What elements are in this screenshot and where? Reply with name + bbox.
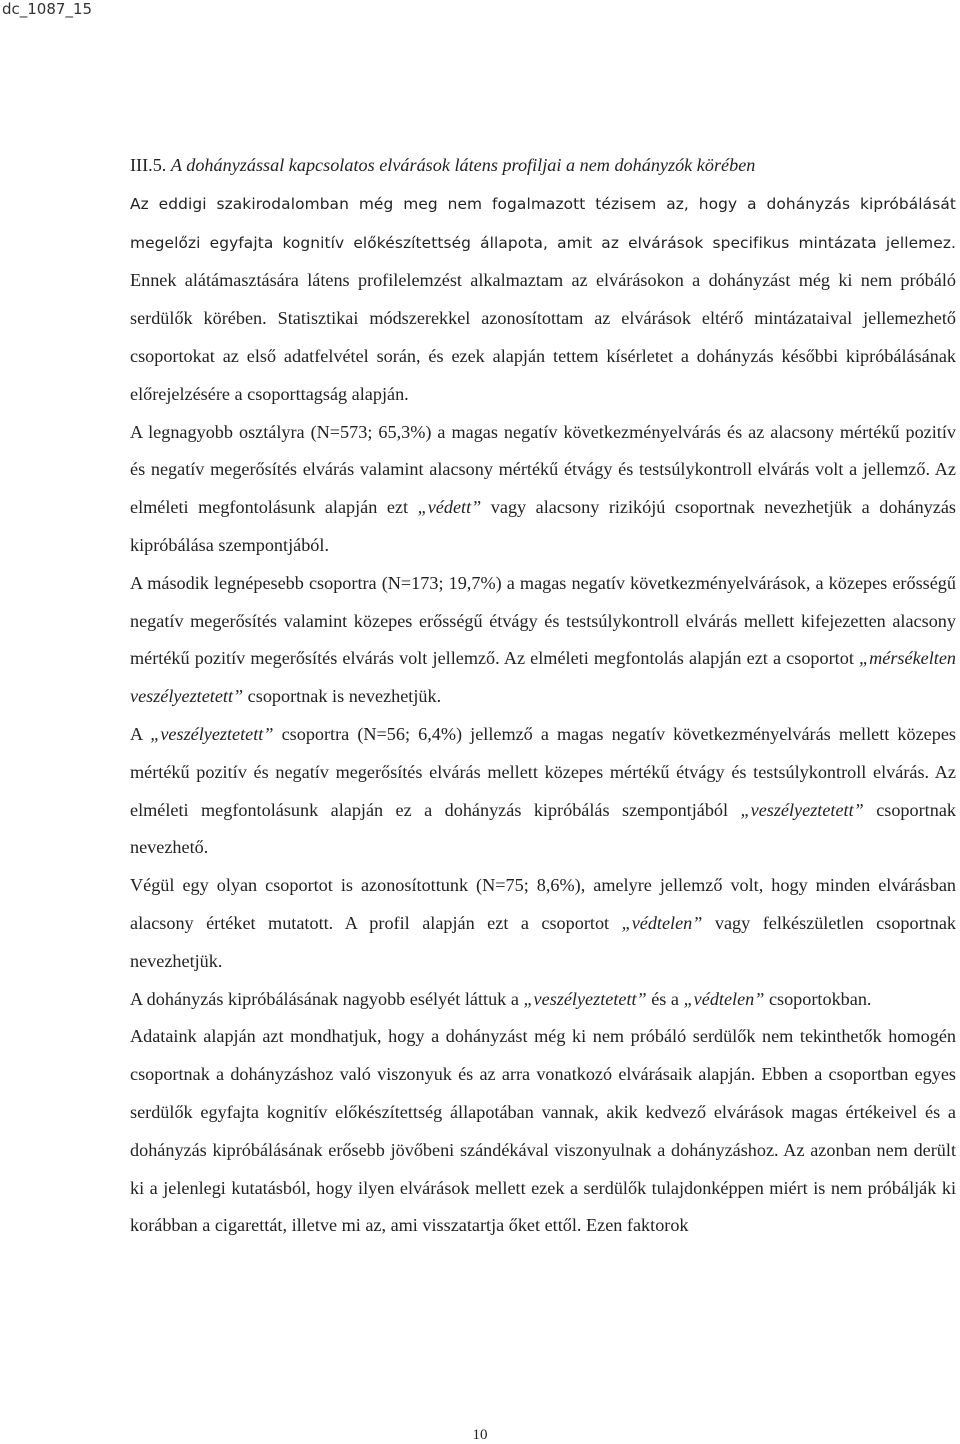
paragraph-text-tail: csoportnak nevezhető. (130, 799, 956, 858)
emphasis-term: „mérsékelten veszélyeztetett” (130, 648, 956, 707)
emphasis-term: „védett” (417, 497, 482, 518)
paragraph-thesis-sentence-3: Statisztikai módszerekkel azonosítottam az elvárások eltérő mintázataival jellemezhető csoportokat az első adatfelvétel során, és ezek alapján tettem kísérletet a dohányzás későbbi kipróbálásának előrejelzésére a csoporttagság alapján. (130, 308, 956, 404)
section-heading (130, 147, 956, 185)
paragraph-text: A legnagyobb osztályra (N=573; 65,3%) a magas negatív következményelvárás és az alacsony mértékű pozitív és negatív megerősítés elvárás valamint alacsony mértékű étvágy és testsúlykontroll elvárás volt a jellemző. Az elméleti megfontolásunk alapján ezt (130, 421, 956, 518)
paragraph-text-tail: vagy felkészületlen csoportnak nevezhetjük. (130, 912, 956, 971)
emphasis-term: „veszélyeztetett” (740, 799, 864, 820)
paragraph-thesis-sentence-1: Az eddigi szakirodalomban még meg nem fogalmazott tézisem az, hogy a dohányzás kipróbálását megelőzi egyfajta kognitív előkészítettség állapota, amit az elvárások specifikus mintázata jellemez. (130, 194, 956, 252)
document-id: dc_1087_15 (2, 0, 93, 18)
paragraph-text-lead: A (130, 723, 151, 744)
document-body (130, 147, 956, 1245)
paragraph-text-tail: csoportokban. (764, 988, 872, 1009)
paragraph-text: A dohányzás kipróbálásának nagyobb esélyét láttuk a (130, 988, 524, 1009)
paragraph-text: Végül egy olyan csoportot is azonosítottunk (N=75; 8,6%), amelyre jellemző volt, hogy minden elvárásban alacsony értéket mutatott. A profil alapján ezt a csoportot (130, 875, 956, 933)
paragraph-protected-group (130, 414, 956, 565)
section-number: III.5. (130, 155, 167, 175)
emphasis-term: „védtelen” (683, 988, 765, 1009)
paragraph-conclusion: Adataink alapján azt mondhatjuk, hogy a dohányzást még ki nem próbáló serdülők nem tekinthetők homogén csoportnak a dohányzáshoz való viszonyuk és az arra vonatkozó elvárásaik alapján. Ebben a csoportban egyes serdülők egyfajta kognitív előkészítettség állapotában vannak, akik kedvező elvárások magas értékeivel és a dohányzás kipróbálásának erősebb jövőbeni szándékával viszonyulnak a dohányzáshoz. Az azonban nem derült ki a jelenlegi kutatásból, hogy ilyen elvárások mellett ezek a serdülők tulajdonképpen miért is nem próbálják ki korábban a cigarettát, illetve mi az, ami visszatartja őket ettől. Ezen faktorok (130, 1026, 956, 1236)
emphasis-term: „veszélyeztetett” (150, 723, 274, 744)
page-number: 10 (472, 1427, 488, 1443)
paragraph-text: A második legnépesebb csoportra (N=173; 19,7%) a magas negatív következményelvárások, a közepes erősségű negatív megerősítés valamint közepes erősségű étvágy és testsúlykontroll elvárás mellett kifejezetten alacsony mértékű pozitív megerősítés elvárás volt jellemző. Az elméleti megfontolás alapján ezt a csoportot (130, 572, 956, 669)
emphasis-term: „védtelen” (621, 912, 703, 933)
paragraph-text: csoportra (N=56; 6,4%) jellemző a magas negatív következményelvárás mellett közepes mértékű pozitív és negatív megerősítés elvárás mellett közepes mértékű étvágy és testsúlykontroll elvárás. Az elméleti megfontolásunk alapján ez a dohányzás kipróbálás szempontjából (130, 723, 956, 820)
paragraph-text-tail: csoportnak is nevezhetjük. (243, 686, 442, 707)
paragraph-defenceless-group (130, 867, 956, 980)
paragraph-text-mid: és a (646, 988, 684, 1009)
paragraph-thesis-sentence-2: Ennek alátámasztására látens profilelemzést alkalmaztam az elvárásokon a dohányzást még ki nem próbáló serdülők körében. (130, 270, 956, 329)
paragraph-endangered-group (130, 716, 956, 867)
paragraph-trial-odds (130, 981, 956, 1019)
emphasis-term: „veszélyeztetett” (523, 988, 647, 1009)
paragraph-moderate-risk-group (130, 565, 956, 716)
paragraph-text-tail: vagy alacsony rizikójú csoportnak nevezhetjük a dohányzás kipróbálása szempontjából. (130, 497, 956, 555)
section-title: A dohányzással kapcsolatos elvárások látens profiljai a nem dohányzók körében (170, 155, 756, 175)
paragraph-thesis (130, 185, 956, 414)
